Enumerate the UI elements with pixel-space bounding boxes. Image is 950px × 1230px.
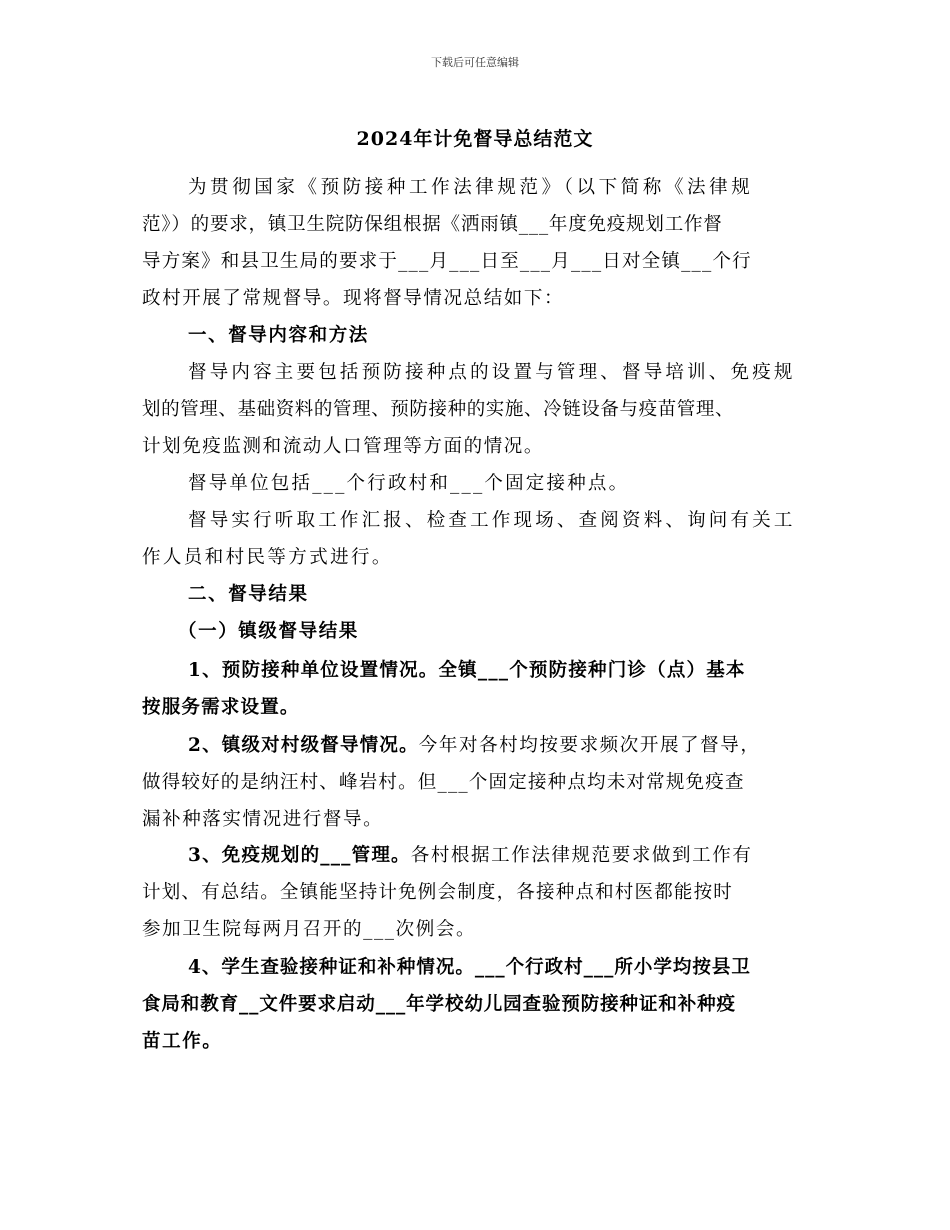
paragraph-line: [188, 843, 752, 869]
document-title: 2024年计免督导总结范文: [356, 128, 594, 150]
paragraph-line: 作人员和村民等方式进行。: [142, 547, 393, 568]
paragraph-line: 苗工作。: [142, 1031, 223, 1052]
paragraph-line: 按服务需求设置。: [142, 697, 300, 718]
paragraph-line: 漏补种落实情况进行督导。: [142, 809, 384, 830]
paragraph-line: 为贯彻国家《预防接种工作法律规范》（以下简称《法律规: [188, 177, 754, 198]
section-heading: 二、督导结果: [188, 584, 309, 605]
subsection-heading: （一）镇级督导结果: [178, 621, 359, 642]
paragraph-line: 计划免疫监测和流动人口管理等方面的情况。: [142, 436, 545, 457]
page-header: 下载后可任意编辑: [431, 56, 519, 69]
item-heading: 2、镇级对村级督导情况。: [188, 735, 419, 756]
paragraph-line: 督导单位包括___个行政村和___个固定接种点。: [188, 473, 630, 494]
paragraph-line: 1、预防接种单位设置情况。全镇___个预防接种门诊（点）基本: [188, 660, 746, 681]
paragraph-line: 参加卫生院每两月召开的___次例会。: [142, 919, 477, 940]
paragraph-line: 做得较好的是纳汪村、峰岩村。但___个固定接种点均未对常规免疫查: [142, 772, 745, 793]
paragraph-line: 督导实行听取工作汇报、检查工作现场、查阅资料、询问有关工: [188, 510, 796, 531]
paragraph-line: 计划、有总结。全镇能坚持计免例会制度，各接种点和村医都能按时: [142, 882, 734, 903]
paragraph-line: 范》）的要求，镇卫生院防保组根据《洒雨镇___年度免疫规划工作督: [142, 214, 723, 235]
paragraph-line: 导方案》和县卫生局的要求于___月___日至___月___日对全镇___个行: [142, 251, 752, 272]
section-heading: 一、督导内容和方法: [188, 325, 369, 346]
paragraph-line: 督导内容主要包括预防接种点的设置与管理、督导培训、免疫规: [188, 362, 796, 383]
paragraph-line: 4、学生查验接种证和补种情况。___个行政村___所小学均按县卫: [188, 957, 751, 978]
paragraph-line: 政村开展了常规督导。现将督导情况总结如下：: [142, 288, 565, 309]
paragraph-line: [188, 733, 760, 759]
item-text: 今年对各村均按要求频次开展了督导，: [418, 735, 761, 756]
item-text: 各村根据工作法律规范要求做到工作有: [410, 845, 753, 866]
paragraph-line: 食局和教育__文件要求启动___年学校幼儿园查验预防接种证和补种疫: [142, 994, 736, 1015]
item-heading: 3、免疫规划的___管理。: [188, 845, 411, 866]
paragraph-line: 划的管理、基础资料的管理、预防接种的实施、冷链设备与疫苗管理、: [142, 399, 735, 420]
